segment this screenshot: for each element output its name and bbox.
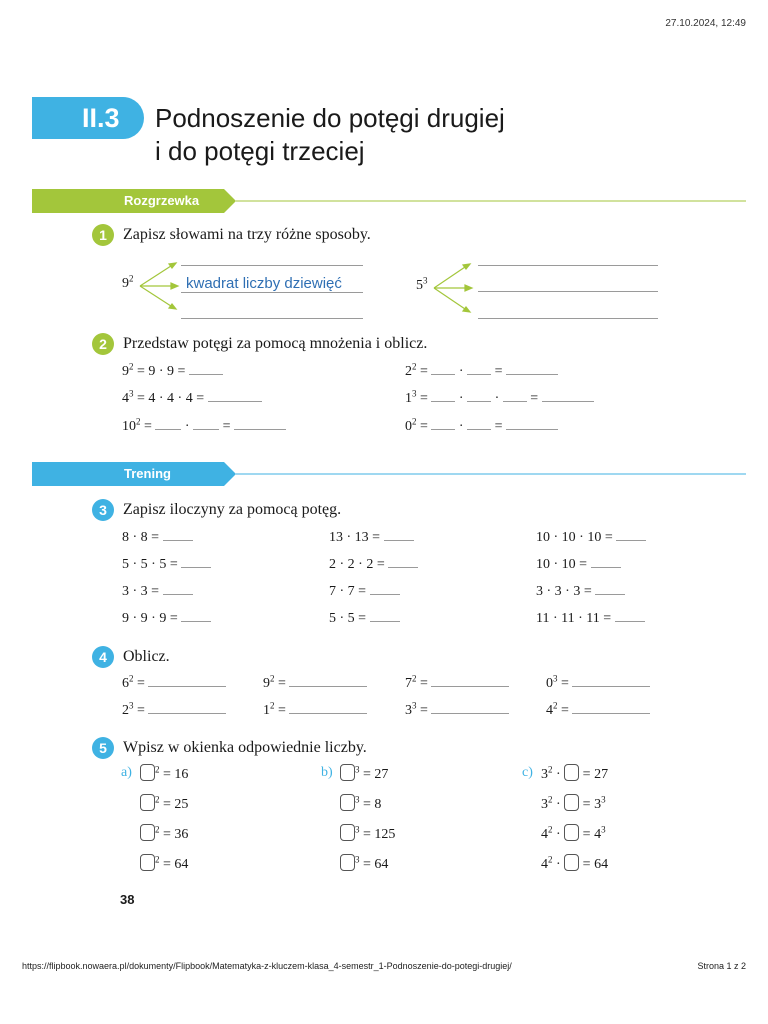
- ex3-item: 2 · 2 · 2 =: [329, 557, 418, 573]
- ex2-right-row-2: $1^3$ = · · =: [405, 391, 594, 407]
- ex4-item: $1^2$ =: [263, 703, 367, 719]
- ex1-left-power: [122, 273, 134, 292]
- answer-blank[interactable]: [148, 676, 226, 687]
- answer-blank[interactable]: [503, 391, 527, 402]
- answer-blank[interactable]: [572, 676, 650, 687]
- ex2-left-row-2: $4^3 = 4 \cdot 4 \cdot 4$ =: [122, 391, 262, 407]
- answer-blank[interactable]: [289, 703, 367, 714]
- ex1-right-power: [416, 275, 428, 294]
- ex3-item: 5 · 5 =: [329, 611, 400, 627]
- ex5-label-c: c): [522, 765, 533, 780]
- footer-page-indicator: Strona 1 z 2: [697, 961, 746, 971]
- ex1-left-base: 9: [122, 276, 129, 291]
- answer-blank[interactable]: [431, 676, 509, 687]
- answer-blank[interactable]: [595, 584, 625, 595]
- ex5-b-item: $^3$ = 64: [340, 854, 388, 873]
- answer-blank[interactable]: [431, 391, 455, 402]
- ex5-c-item: $3^2$ · = $3^3$: [541, 794, 606, 812]
- answer-blank[interactable]: [181, 611, 211, 622]
- answer-box[interactable]: [340, 764, 355, 781]
- ex3-item: 8 · 8 =: [122, 530, 193, 546]
- ex5-b-item: $^3$ = 27: [340, 764, 388, 783]
- answer-box[interactable]: [340, 854, 355, 871]
- training-banner: Trening: [124, 466, 171, 481]
- answer-blank[interactable]: [181, 557, 211, 568]
- answer-box[interactable]: [564, 824, 579, 841]
- ex3-item: 11 · 11 · 11 =: [536, 611, 645, 627]
- ex4-item: $2^3$ =: [122, 703, 226, 719]
- ex4-item: $0^3$ =: [546, 676, 650, 692]
- ex5-c-item: $3^2$ · = 27: [541, 764, 609, 782]
- answer-blank[interactable]: [208, 391, 262, 402]
- title-line-2: i do potęgi trzeciej: [155, 136, 365, 166]
- answer-box[interactable]: [140, 824, 155, 841]
- exercise-2-instruction: Przedstaw potęgi za pomocą mnożenia i oblicz.: [123, 335, 428, 352]
- exercise-1-number: 1: [92, 224, 114, 246]
- ex4-item: $6^2$ =: [122, 676, 226, 692]
- ex3-item: 10 · 10 · 10 =: [536, 530, 646, 546]
- answer-blank[interactable]: [289, 676, 367, 687]
- warmup-banner: Rozgrzewka: [124, 193, 200, 208]
- exercise-3-number: 3: [92, 499, 114, 521]
- ex1-left-line-1[interactable]: [181, 265, 363, 266]
- answer-blank[interactable]: [572, 703, 650, 714]
- ex1-left-exp: 2: [129, 273, 134, 284]
- ex4-item: $9^2$ =: [263, 676, 367, 692]
- ex1-right-line-2[interactable]: [478, 291, 658, 292]
- ex3-item: 5 · 5 · 5 =: [122, 557, 211, 573]
- answer-box[interactable]: [140, 854, 155, 871]
- answer-box[interactable]: [340, 794, 355, 811]
- ex1-left-arrows-icon: [138, 258, 180, 318]
- ex3-item: 10 · 10 =: [536, 557, 621, 573]
- ex3-item: 13 · 13 =: [329, 530, 414, 546]
- exercise-4-number: 4: [92, 646, 114, 668]
- answer-blank[interactable]: [431, 703, 509, 714]
- ex5-c-item: $4^2$ · = 64: [541, 854, 609, 872]
- answer-blank[interactable]: [163, 530, 193, 541]
- ex1-left-line-2[interactable]: [181, 292, 363, 293]
- ex1-right-line-1[interactable]: [478, 265, 658, 266]
- ex2-left-row-3: $10^2$ = · =: [122, 419, 286, 435]
- ex5-b-item: $^3$ = 125: [340, 824, 395, 843]
- ex2-right-row-1: $2^2$ = · =: [405, 364, 558, 380]
- answer-box[interactable]: [340, 824, 355, 841]
- exercise-3-instruction: Zapisz iloczyny za pomocą potęg.: [123, 501, 342, 518]
- answer-box[interactable]: [140, 764, 155, 781]
- ex5-a-item: $^2$ = 36: [140, 824, 188, 843]
- page-number: 38: [120, 892, 135, 907]
- answer-blank[interactable]: [155, 419, 181, 430]
- ex5-c-item: $4^2$ · = $4^3$: [541, 824, 606, 842]
- answer-blank[interactable]: [163, 584, 193, 595]
- answer-blank[interactable]: [467, 391, 491, 402]
- answer-blank[interactable]: [615, 611, 645, 622]
- answer-blank[interactable]: [193, 419, 219, 430]
- answer-blank[interactable]: [506, 419, 558, 430]
- answer-blank[interactable]: [370, 584, 400, 595]
- ex1-right-exp: 3: [423, 275, 428, 286]
- answer-blank[interactable]: [234, 419, 286, 430]
- ex5-a-item: $^2$ = 64: [140, 854, 188, 873]
- exercise-5-number: 5: [92, 737, 114, 759]
- ex2-left-row-1: $9^2 = 9 \cdot 9$ =: [122, 364, 223, 380]
- footer-url[interactable]: https://flipbook.nowaera.pl/dokumenty/Flipbook/Matematyka-z-kluczem-klasa_4-semestr_1-Podnoszenie-do-potegi-drugiej/: [22, 961, 512, 971]
- ex5-a-item: $^2$ = 25: [140, 794, 188, 813]
- ex4-item: $3^3$ =: [405, 703, 509, 719]
- ex5-label-a: a): [121, 765, 132, 780]
- timestamp: 27.10.2024, 12:49: [665, 18, 746, 29]
- answer-box[interactable]: [140, 794, 155, 811]
- exercise-1-instruction: Zapisz słowami na trzy różne sposoby.: [123, 226, 371, 243]
- answer-blank[interactable]: [388, 557, 418, 568]
- ex5-b-item: $^3$ = 8: [340, 794, 381, 813]
- answer-box[interactable]: [564, 794, 579, 811]
- answer-blank[interactable]: [591, 557, 621, 568]
- page-title: [155, 102, 505, 168]
- answer-blank[interactable]: [506, 364, 558, 375]
- ex1-answer: kwadrat liczby dziewięć: [186, 275, 342, 292]
- answer-box[interactable]: [564, 854, 579, 871]
- ex4-item: $4^2$ =: [546, 703, 650, 719]
- ex3-item: 9 · 9 · 9 =: [122, 611, 211, 627]
- ex3-item: 7 · 7 =: [329, 584, 400, 600]
- answer-blank[interactable]: [189, 364, 223, 375]
- answer-blank[interactable]: [431, 419, 455, 430]
- ex5-label-b: b): [321, 765, 333, 780]
- title-line-1: Podnoszenie do potęgi drugiej: [155, 103, 505, 133]
- answer-blank[interactable]: [467, 419, 491, 430]
- ex1-right-base: 5: [416, 278, 423, 293]
- exercise-2-number: 2: [92, 333, 114, 355]
- ex1-left-line-3[interactable]: [181, 318, 363, 319]
- ex5-a-item: $^2$ = 16: [140, 764, 188, 783]
- ex3-item: 3 · 3 · 3 =: [536, 584, 625, 600]
- ex3-item: 3 · 3 =: [122, 584, 193, 600]
- exercise-5-instruction: Wpisz w okienka odpowiednie liczby.: [123, 739, 367, 756]
- answer-blank[interactable]: [370, 611, 400, 622]
- chapter-badge: II.3: [32, 97, 144, 139]
- answer-box[interactable]: [564, 764, 579, 781]
- answer-blank[interactable]: [431, 364, 455, 375]
- exercise-4-instruction: Oblicz.: [123, 648, 170, 665]
- ex1-right-line-3[interactable]: [478, 318, 658, 319]
- ex2-right-row-3: $0^2$ = · =: [405, 419, 558, 435]
- ex4-item: $7^2$ =: [405, 676, 509, 692]
- answer-blank[interactable]: [616, 530, 646, 541]
- answer-blank[interactable]: [542, 391, 594, 402]
- ex1-right-arrows-icon: [432, 259, 474, 319]
- answer-blank[interactable]: [467, 364, 491, 375]
- answer-blank[interactable]: [148, 703, 226, 714]
- answer-blank[interactable]: [384, 530, 414, 541]
